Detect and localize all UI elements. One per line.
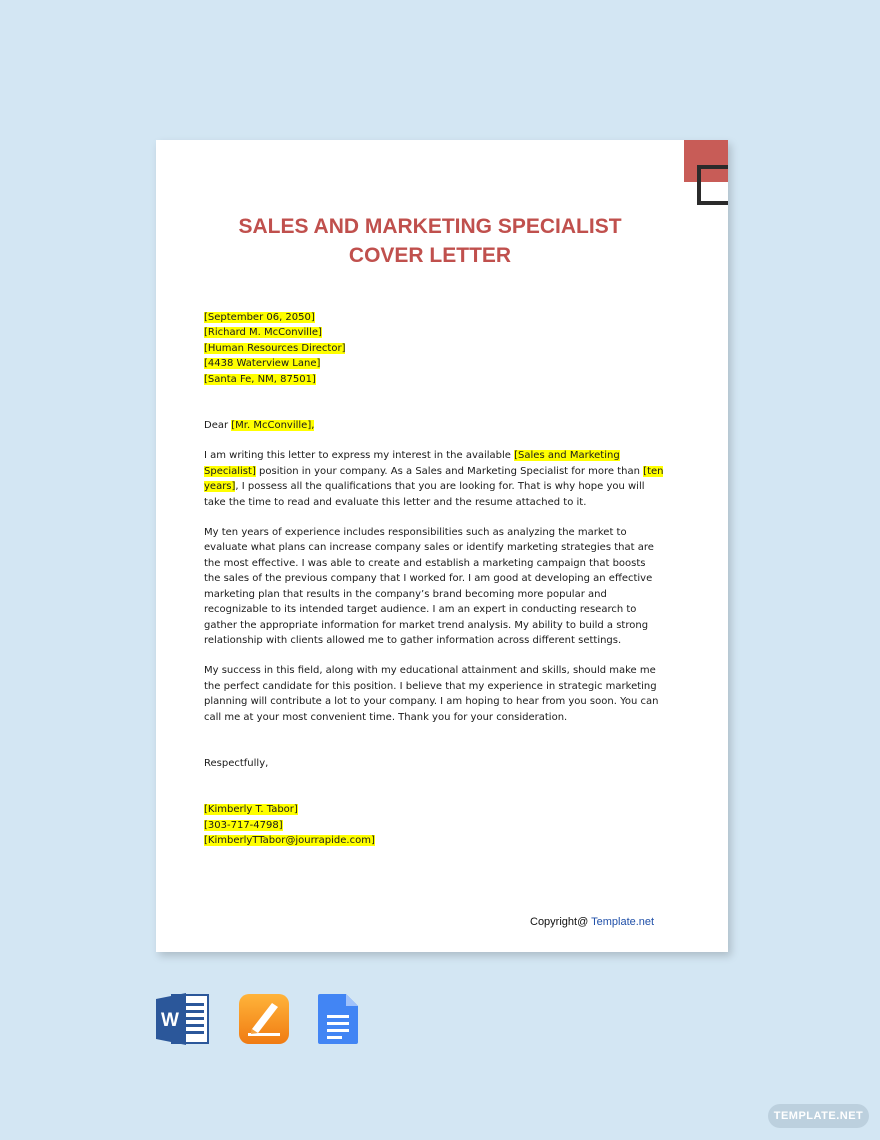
document-title	[156, 212, 704, 270]
years-placeholder: [ten years]	[204, 465, 664, 493]
corner-frame-square	[697, 165, 728, 205]
address-line: [4438 Waterview Lane]	[204, 358, 321, 370]
letter-body	[204, 310, 664, 849]
address-line: [Human Resources Director]	[204, 342, 346, 354]
paragraph-3: My success in this field, along with my educational attainment and skills, should make me the perfect candidate for this position. I believe that my experience in strategic marketing planning will contribute a lot to your company. I am hoping to hear from you soon. You can call me at your most convenient time. Thank you for your consideration.	[204, 665, 659, 723]
paragraph-2: My ten years of experience includes responsibilities such as analyzing the market to evaluate what plans can increase company sales or identify marketing strategies that are the most effective. I was able to create and establish a marketing campaign that boosts the sales of the previous company that I worked for. I am good at developing an effective marketing plan that results in the company’s brand becoming more popular and recognizable to its intended target audience. I am an expert in conducting research to gather the appropriate information for market trend analysis. My ability to build a strong relationship with clients allowed me to gather information across different settings.	[204, 527, 654, 646]
copyright-notice	[530, 916, 654, 928]
signature-block	[204, 802, 664, 848]
title-line-1: SALES AND MARKETING SPECIALIST	[238, 215, 622, 238]
letter-page	[156, 140, 728, 952]
paragraph-text: position in your company. As a Sales and Marketing Specialist for more than	[255, 465, 644, 477]
recipient-address	[204, 310, 664, 387]
salutation	[204, 418, 664, 433]
signature-line: [Kimberly T. Tabor]	[204, 804, 298, 816]
salutation-text: Dear	[204, 420, 232, 432]
template-net-badge[interactable]: TEMPLATE.NET	[768, 1104, 869, 1128]
copyright-label: Copyright@	[530, 916, 592, 928]
position-placeholder: [Sales and Marketing Specialist]	[204, 450, 620, 477]
address-line: [Richard M. McConville]	[204, 327, 322, 339]
pages-icon[interactable]	[238, 993, 290, 1045]
signature-line: [KimberlyTTabor@jourrapide.com]	[204, 835, 375, 847]
word-icon[interactable]	[156, 993, 208, 1045]
paragraph-text: , I possess all the qualifications that you are looking for. That is why hope you will take the time to read and evaluate this letter and the resume attached to it.	[204, 481, 645, 508]
salutation-name: [Mr. McConville],	[231, 420, 315, 432]
address-line: [Santa Fe, NM, 87501]	[204, 373, 316, 385]
address-line: [September 06, 2050]	[204, 312, 315, 323]
google-docs-icon[interactable]	[316, 993, 368, 1045]
paragraph-text: I am writing this letter to express my interest in the available	[204, 450, 515, 462]
closing: Respectfully,	[204, 757, 269, 769]
paragraph-1	[204, 448, 664, 510]
copyright-link[interactable]: Template.net	[591, 916, 655, 928]
word-letter: W	[161, 1010, 179, 1031]
signature-line: [303-717-4798]	[204, 819, 283, 831]
title-line-2: COVER LETTER	[348, 244, 512, 267]
